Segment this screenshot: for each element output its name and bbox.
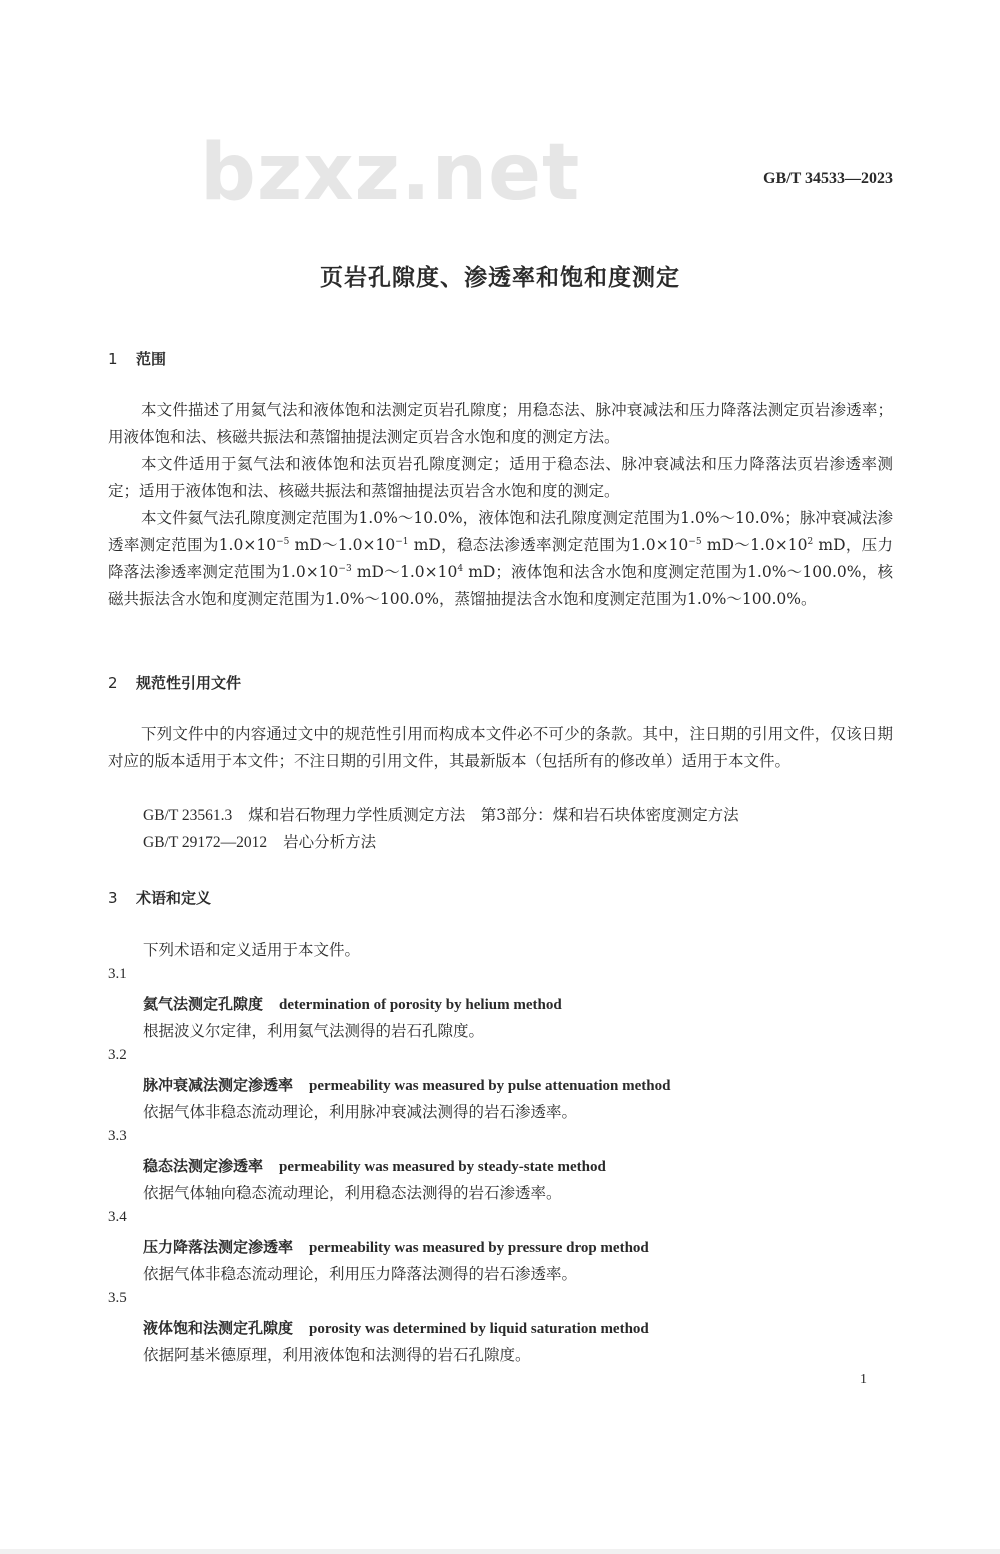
- exponent: −1: [395, 537, 409, 547]
- term-zh: 压力降落法测定渗透率: [143, 1238, 294, 1256]
- exponent: −3: [338, 564, 352, 574]
- text: mD，稳态法渗透率测定范围为1.0×10: [408, 536, 689, 554]
- section-heading-normative-references: [108, 672, 241, 693]
- term-en: permeability was measured by pulse attenuation method: [309, 1078, 671, 1094]
- term-number: 3.5: [108, 1290, 127, 1306]
- section-number: 1: [108, 350, 118, 368]
- scope-paragraph-3: [108, 505, 893, 613]
- normative-paragraph: 下列文件中的内容通过文中的规范性引用而构成本文件必不可少的条款。其中，注日期的引用文件，仅该日期对应的版本适用于本文件；不注日期的引用文件，其最新版本（包括所有的修改单）适用于本文件。: [108, 725, 893, 770]
- term-entry: [143, 1236, 649, 1257]
- text: mD～1.0×10: [701, 536, 808, 554]
- term-zh: 氦气法测定孔隙度: [143, 995, 264, 1013]
- section-heading-scope: [108, 348, 166, 369]
- reference-name: 煤和岩石物理力学性质测定方法 第3部分：煤和岩石块体密度测定方法: [248, 806, 739, 824]
- scope-paragraph-1: 本文件描述了用氦气法和液体饱和法测定页岩孔隙度；用稳态法、脉冲衰减法和压力降落法测定页岩渗透率；用液体饱和法、核磁共振法和蒸馏抽提法测定页岩含水饱和度的测定方法。: [108, 401, 893, 446]
- term-en: permeability was measured by steady-state method: [279, 1159, 606, 1175]
- exponent: 2: [807, 537, 814, 547]
- term-number: 3.4: [108, 1209, 127, 1225]
- term-definition: 依据阿基米德原理，利用液体饱和法测得的岩石孔隙度。: [143, 1346, 531, 1364]
- section-title: 规范性引用文件: [136, 674, 242, 692]
- normative-body: [108, 721, 893, 775]
- term-entry: [143, 1074, 670, 1095]
- term-definition: 依据气体非稳态流动理论，利用脉冲衰减法测得的岩石渗透率。: [143, 1103, 578, 1121]
- section-heading-terms: [108, 887, 211, 908]
- text: mD；液体饱和法含水饱和度测定范围为1.0%～100.0%，核磁共振法含水饱和度测定范围为1.0%～100.0%，蒸馏抽提法含水饱和度测定范围为1.0%～100.0%。: [108, 563, 893, 608]
- reference-name: 岩心分析方法: [283, 833, 377, 851]
- text: mD～1.0×10: [351, 563, 458, 581]
- text: mD～1.0×10: [289, 536, 396, 554]
- scope-body: [108, 397, 893, 613]
- section-number: 3: [108, 889, 118, 907]
- exponent: −5: [276, 537, 290, 547]
- reference-item: [143, 829, 739, 856]
- term-en: permeability was measured by pressure drop method: [309, 1240, 649, 1256]
- exponent: −5: [688, 537, 702, 547]
- term-definition: 依据气体非稳态流动理论，利用压力降落法测得的岩石渗透率。: [143, 1265, 578, 1283]
- term-number: 3.3: [108, 1128, 127, 1144]
- term-entry: [143, 993, 562, 1014]
- term-entry: [143, 1155, 606, 1176]
- page-bottom-edge: [0, 1549, 1000, 1554]
- reference-list: [143, 802, 739, 856]
- section-title: 术语和定义: [136, 889, 212, 907]
- scope-paragraph-2: 本文件适用于氦气法和液体饱和法页岩孔隙度测定；适用于稳态法、脉冲衰减法和压力降落法页岩渗透率测定；适用于液体饱和法、核磁共振法和蒸馏抽提法页岩含水饱和度的测定。: [108, 455, 893, 500]
- reference-code: GB/T 29172—2012: [143, 834, 268, 851]
- section-title: 范围: [136, 350, 167, 368]
- reference-code: GB/T 23561.3: [143, 807, 233, 824]
- term-zh: 稳态法测定渗透率: [143, 1157, 264, 1175]
- term-definition: 依据气体轴向稳态流动理论，利用稳态法测得的岩石渗透率。: [143, 1184, 562, 1202]
- text: mD，压力降落法渗透率测定范围为1.0×10: [108, 536, 893, 581]
- term-number: 3.2: [108, 1047, 127, 1063]
- page-number: 1: [860, 1372, 867, 1387]
- term-definition: 根据波义尔定律，利用氦气法测得的岩石孔隙度。: [143, 1022, 485, 1040]
- watermark: bzxz.net: [200, 128, 581, 218]
- reference-item: [143, 802, 739, 829]
- section-number: 2: [108, 674, 118, 692]
- terms-intro: 下列术语和定义适用于本文件。: [143, 941, 361, 959]
- term-zh: 脉冲衰减法测定渗透率: [143, 1076, 294, 1094]
- text: 本文件氦气法孔隙度测定范围为1.0%～10.0%，液体饱和法孔隙度测定范围为1.0%～10.0%；脉冲衰减法渗透率测定范围为1.0×10: [108, 509, 893, 554]
- term-number: 3.1: [108, 966, 127, 982]
- term-entry: [143, 1317, 649, 1338]
- term-en: determination of porosity by helium method: [279, 997, 562, 1013]
- document-title: 页岩孔隙度、渗透率和饱和度测定: [320, 265, 680, 291]
- term-en: porosity was determined by liquid saturation method: [309, 1321, 649, 1337]
- exponent: 4: [457, 564, 464, 574]
- standard-number: GB/T 34533—2023: [763, 170, 893, 187]
- term-zh: 液体饱和法测定孔隙度: [143, 1319, 294, 1337]
